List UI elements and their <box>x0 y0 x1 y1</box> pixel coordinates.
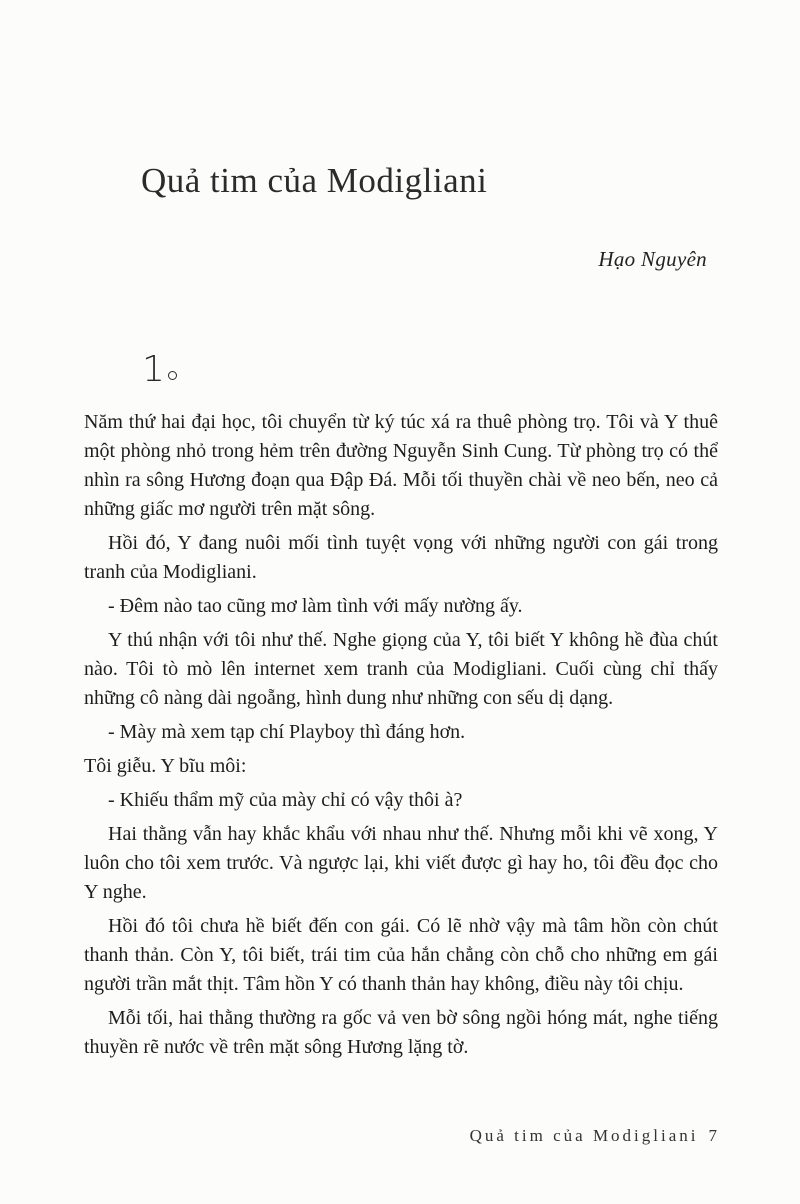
body-paragraph: Hồi đó tôi chưa hề biết đến con gái. Có lẽ nhờ vậy mà tâm hồn còn chút thanh thản. Còn Y, tôi biết, trái tim của hắn chẳng còn chỗ cho những em gái người trần mắt thịt. Tâm hồn Y có thanh thản hay không, điều này tôi chịu. <box>84 915 718 995</box>
body-paragraph: Mỗi tối, hai thằng thường ra gốc vả ven bờ sông ngồi hóng mát, nghe tiếng thuyền rẽ nước về trên mặt sông Hương lặng tờ. <box>84 1007 718 1058</box>
body-paragraph: Hai thằng vẫn hay khắc khẩu với nhau như thế. Nhưng mỗi khi vẽ xong, Y luôn cho tôi xem trước. Và ngược lại, khi viết được gì hay ho, tôi đều đọc cho Y nghe. <box>84 823 718 903</box>
body-paragraph: Năm thứ hai đại học, tôi chuyển từ ký túc xá ra thuê phòng trọ. Tôi và Y thuê một phòng nhỏ trong hẻm trên đường Nguyễn Sinh Cung. Từ phòng trọ có thể nhìn ra sông Hương đoạn qua Đập Đá. Mỗi tối thuyền chài về neo bến, neo cả những giấc mơ người trên mặt sông. <box>84 411 718 520</box>
running-title: Quả tim của Modigliani <box>469 1126 699 1145</box>
page-footer <box>470 1126 717 1146</box>
section-number-digit: 1 <box>142 349 165 390</box>
body-paragraph: Hồi đó, Y đang nuôi mối tình tuyệt vọng với những người con gái trong tranh của Modigliani. <box>84 532 718 583</box>
section-number-dot <box>168 371 177 380</box>
body-paragraph: Y thú nhận với tôi như thế. Nghe giọng của Y, tôi biết Y không hề đùa chút nào. Tôi tò mò lên internet xem tranh của Modigliani. Cuối cùng chỉ thấy những cô nàng dài ngoẵng, hình dung như những con sếu dị dạng. <box>84 629 718 709</box>
dialogue-line: - Mày mà xem tạp chí Playboy thì đáng hơn. <box>108 721 466 743</box>
chapter-title: Quả tim của Modigliani <box>141 161 488 200</box>
story-body <box>84 408 718 1067</box>
page-number: 7 <box>708 1126 717 1145</box>
section-number <box>142 349 177 390</box>
dialogue-line: - Khiếu thẩm mỹ của mày chỉ có vậy thôi à? <box>108 789 463 811</box>
dialogue-line: - Đêm nào tao cũng mơ làm tình với mấy nường ấy. <box>108 595 523 617</box>
body-paragraph: Tôi giễu. Y bĩu môi: <box>84 755 247 777</box>
author-name: Hạo Nguyên <box>598 247 707 271</box>
